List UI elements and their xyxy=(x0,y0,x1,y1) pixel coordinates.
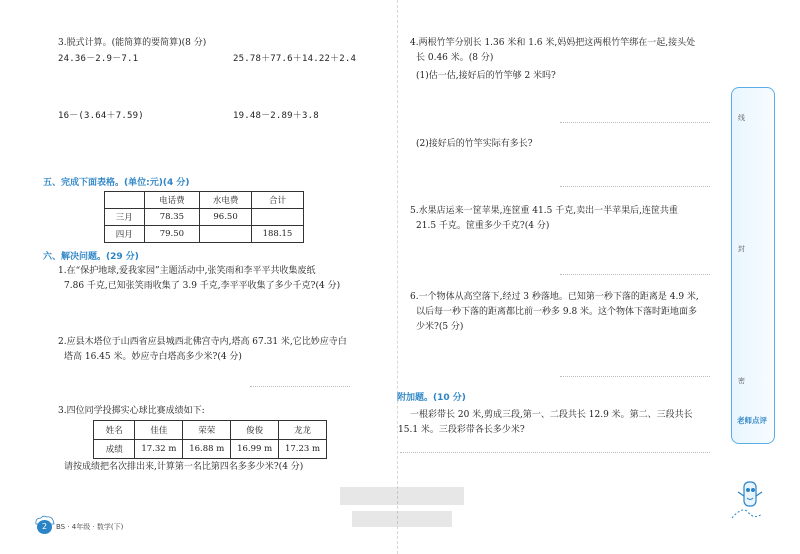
problem-3-question: 请按成绩把名次排出来,计算第一名比第四名多多少米?(4 分) xyxy=(64,462,304,472)
table-cell: 成绩 xyxy=(94,440,135,459)
page-divider xyxy=(397,0,398,554)
table-cell: 俊俊 xyxy=(231,421,279,440)
table-cell: 水电费 xyxy=(200,192,252,209)
table-cell: 17.32 m xyxy=(135,440,183,459)
table-row xyxy=(94,421,327,440)
answer-line xyxy=(560,122,710,123)
section-6-title: 六、解决问题。(29 分) xyxy=(43,252,139,262)
q3-expr-1: 24.36－2.9－7.1 xyxy=(58,54,139,64)
table-row xyxy=(94,440,327,459)
binding-mark-line: 线 xyxy=(738,114,745,122)
q3-expr-4: 19.48－2.89＋3.8 xyxy=(233,111,319,121)
bonus-line-1: 一根彩带长 20 米,剪成三段,第一、二段共长 12.9 米。第二、三段共长 xyxy=(410,410,693,420)
table-5 xyxy=(104,191,304,243)
table-cell: 佳佳 xyxy=(135,421,183,440)
problem-6-line-1: 6.一个物体从高空落下,经过 3 秒落地。已知第一秒下落的距离是 4.9 米, xyxy=(410,292,699,302)
q3-expr-2: 25.78＋77.6＋14.22＋2.4 xyxy=(233,54,357,64)
problem-6-line-2: 以后每一秒下落的距离都比前一秒多 9.8 米。这个物体下落时距地面多 xyxy=(416,307,698,317)
table-3 xyxy=(93,420,327,459)
problem-4-sub-1: (1)估一估,接好后的竹竿够 2 米吗? xyxy=(416,71,556,81)
answer-line xyxy=(400,452,710,453)
answer-line xyxy=(560,274,710,275)
problem-4-line-1: 4.两根竹竿分别长 1.36 米和 1.6 米,妈妈把这两根竹竿绑在一起,接头处 xyxy=(410,38,696,48)
problem-4-sub-2: (2)接好后的竹竿实际有多长? xyxy=(416,139,533,149)
table-cell: 四月 xyxy=(105,226,145,243)
mascot-icon xyxy=(728,478,774,522)
table-cell: 16.99 m xyxy=(231,440,279,459)
problem-4-line-2: 长 0.46 米。(8 分) xyxy=(416,53,494,63)
table-cell: 姓名 xyxy=(94,421,135,440)
watermark-graphic xyxy=(338,483,466,531)
problem-5-line-1: 5.水果店运来一筐苹果,连筐重 41.5 千克,卖出一半苹果后,连筐共重 xyxy=(410,206,678,216)
problem-5-line-2: 21.5 千克。筐重多少千克?(4 分) xyxy=(416,221,550,231)
table-cell: 188.15 xyxy=(251,226,303,243)
q3-expr-3: 16－(3.64＋7.59) xyxy=(58,111,144,121)
footer-text: BS · 4年级 · 数学(下) xyxy=(56,523,124,531)
problem-2-line-1: 2.应县木塔位于山西省应县城西北佛宫寺内,塔高 67.31 米,它比妙应寺白 xyxy=(58,337,347,347)
table-cell: 17.23 m xyxy=(279,440,327,459)
teacher-comment-label: 老师点评 xyxy=(737,416,767,425)
page-number: 2 xyxy=(37,520,52,534)
q3-title: 3.脱式计算。(能简算的要简算)(8 分) xyxy=(58,38,207,48)
answer-line xyxy=(560,186,710,187)
table-row xyxy=(105,192,304,209)
problem-1-line-2: 7.86 千克,已知张笑雨收集了 3.9 千克,李平平收集了多少千克?(4 分) xyxy=(64,281,341,291)
table-cell xyxy=(200,226,252,243)
table-row xyxy=(105,209,304,226)
problem-6-line-3: 少米?(5 分) xyxy=(416,322,464,332)
binding-mark-seal: 封 xyxy=(738,245,745,253)
table-cell: 78.35 xyxy=(144,209,200,226)
section-5-title: 五、完成下面表格。(单位:元)(4 分) xyxy=(43,178,190,188)
table-cell: 合计 xyxy=(251,192,303,209)
table-cell: 电话费 xyxy=(144,192,200,209)
table-cell xyxy=(251,209,303,226)
table-row xyxy=(105,226,304,243)
table-cell xyxy=(105,192,145,209)
table-cell: 龙龙 xyxy=(279,421,327,440)
answer-line xyxy=(560,376,710,377)
table-cell: 96.50 xyxy=(200,209,252,226)
problem-2-line-2: 塔高 16.45 米。妙应寺白塔高多少米?(4 分) xyxy=(64,352,242,362)
table-cell: 79.50 xyxy=(144,226,200,243)
binding-mark-secret: 密 xyxy=(738,377,745,385)
table-cell: 荣荣 xyxy=(183,421,231,440)
bonus-title: 附加题。(10 分) xyxy=(397,393,466,403)
table-cell: 16.88 m xyxy=(183,440,231,459)
problem-3-title: 3.四位同学投掷实心球比赛成绩如下: xyxy=(58,406,205,416)
answer-line xyxy=(250,386,350,387)
problem-1-line-1: 1.在“保护地球,爱我家园”主题活动中,张笑雨和李平平共收集废纸 xyxy=(58,266,316,276)
table-cell: 三月 xyxy=(105,209,145,226)
bonus-line-2: 15.1 米。三段彩带各长多少米? xyxy=(398,425,525,435)
teacher-comment-panel xyxy=(731,87,775,444)
